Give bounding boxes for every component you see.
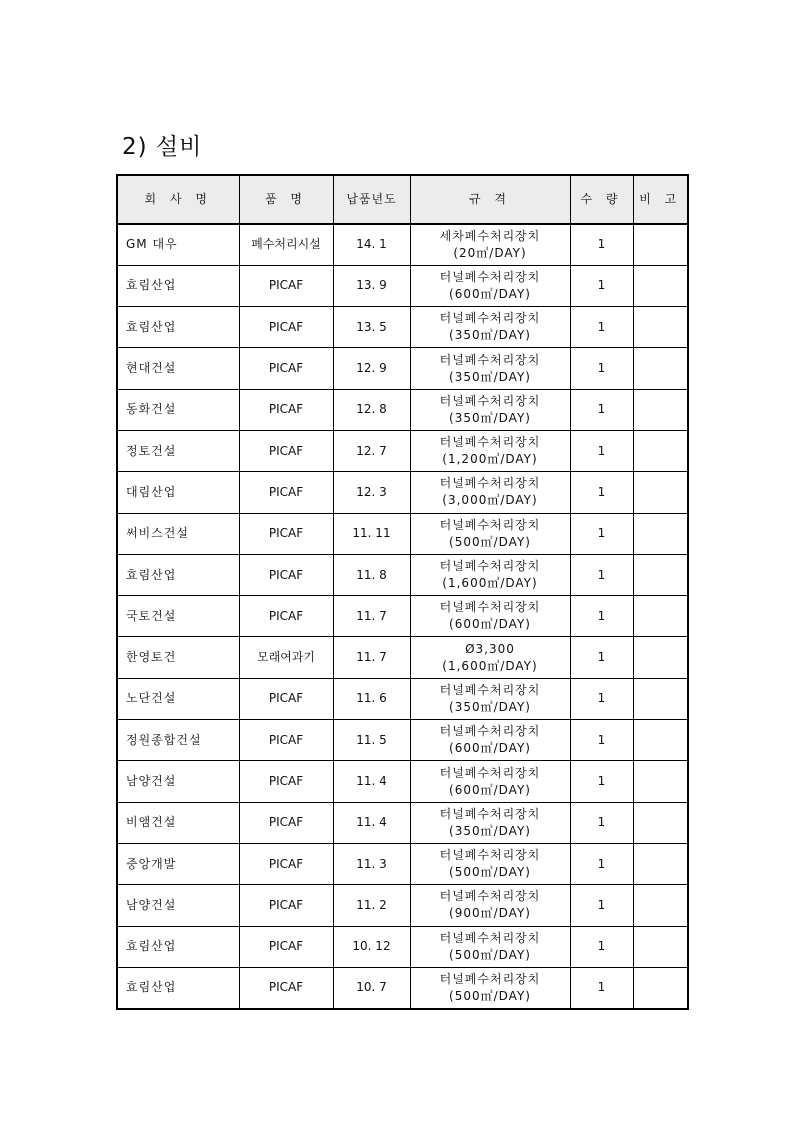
spec-line-2: (900㎥/DAY) [449, 906, 531, 921]
spec-line-1: 터널폐수처리장치 [439, 889, 541, 904]
spec-line-2: (350㎥/DAY) [449, 410, 531, 425]
cell-spec [410, 554, 570, 595]
cell-qty: 1 [570, 389, 633, 430]
cell-qty: 1 [570, 596, 633, 637]
table-row [117, 265, 688, 306]
table-row [117, 678, 688, 719]
spec-line-1: 터널폐수처리장치 [439, 806, 541, 821]
cell-company: 써비스건설 [117, 513, 239, 554]
spec-line-1: 터널폐수처리장치 [439, 600, 541, 615]
cell-year: 10. 12 [333, 926, 410, 967]
cell-year: 11. 7 [333, 596, 410, 637]
cell-product: PICAF [239, 802, 333, 843]
cell-product: PICAF [239, 389, 333, 430]
cell-company: 국토건설 [117, 596, 239, 637]
header-year: 납품년도 [333, 175, 410, 224]
cell-year: 11. 5 [333, 720, 410, 761]
cell-note [633, 348, 688, 389]
spec-line-2: (500㎥/DAY) [449, 865, 531, 880]
cell-product: PICAF [239, 926, 333, 967]
spec-line-2: (600㎥/DAY) [449, 617, 531, 632]
cell-qty: 1 [570, 926, 633, 967]
cell-company: GM 대우 [117, 224, 239, 265]
cell-product: PICAF [239, 554, 333, 595]
cell-qty: 1 [570, 885, 633, 926]
table-row [117, 596, 688, 637]
cell-product: PICAF [239, 843, 333, 884]
table-row [117, 389, 688, 430]
spec-line-2: (1,600㎥/DAY) [442, 658, 538, 673]
table-row [117, 720, 688, 761]
spec-line-2: (500㎥/DAY) [449, 988, 531, 1003]
table-row [117, 348, 688, 389]
cell-note [633, 224, 688, 265]
equipment-table [116, 174, 689, 1010]
cell-spec [410, 265, 570, 306]
table-row [117, 513, 688, 554]
cell-qty: 1 [570, 843, 633, 884]
cell-spec [410, 802, 570, 843]
cell-note [633, 885, 688, 926]
table-row [117, 926, 688, 967]
cell-product: PICAF [239, 265, 333, 306]
table-row [117, 307, 688, 348]
cell-qty: 1 [570, 265, 633, 306]
spec-line-1: 터널폐수처리장치 [439, 848, 541, 863]
cell-company: 남양건설 [117, 761, 239, 802]
spec-line-1: 터널폐수처리장치 [439, 559, 541, 574]
spec-line-1: 터널폐수처리장치 [439, 352, 541, 367]
cell-year: 11. 11 [333, 513, 410, 554]
cell-product: PICAF [239, 967, 333, 1008]
spec-line-1: 터널폐수처리장치 [439, 311, 541, 326]
table-row [117, 472, 688, 513]
cell-spec [410, 678, 570, 719]
spec-line-1: 터널폐수처리장치 [439, 765, 541, 780]
cell-company: 비앰건설 [117, 802, 239, 843]
spec-line-2: (500㎥/DAY) [449, 534, 531, 549]
cell-year: 11. 8 [333, 554, 410, 595]
cell-company: 효림산업 [117, 926, 239, 967]
cell-company: 대림산업 [117, 472, 239, 513]
table-row [117, 885, 688, 926]
cell-spec [410, 761, 570, 802]
spec-line-1: 터널폐수처리장치 [439, 971, 541, 986]
table-row [117, 554, 688, 595]
cell-year: 13. 5 [333, 307, 410, 348]
spec-line-2: (20㎥/DAY) [453, 245, 527, 260]
cell-note [633, 678, 688, 719]
spec-line-2: (600㎥/DAY) [449, 741, 531, 756]
cell-year: 11. 4 [333, 802, 410, 843]
spec-line-2: (1,600㎥/DAY) [442, 576, 538, 591]
section-title: 2) 설비 [122, 134, 203, 160]
spec-line-2: (1,200㎥/DAY) [442, 452, 538, 467]
cell-year: 11. 7 [333, 637, 410, 678]
spec-line-2: (350㎥/DAY) [449, 369, 531, 384]
cell-company: 효림산업 [117, 265, 239, 306]
spec-line-2: (3,000㎥/DAY) [442, 493, 538, 508]
cell-note [633, 554, 688, 595]
cell-company: 현대건설 [117, 348, 239, 389]
cell-qty: 1 [570, 554, 633, 595]
cell-year: 12. 8 [333, 389, 410, 430]
cell-qty: 1 [570, 802, 633, 843]
cell-qty: 1 [570, 720, 633, 761]
cell-company: 효림산업 [117, 307, 239, 348]
cell-company: 정원종합건설 [117, 720, 239, 761]
header-note: 비 고 [633, 175, 688, 224]
cell-year: 10. 7 [333, 967, 410, 1008]
cell-note [633, 513, 688, 554]
cell-company: 중앙개발 [117, 843, 239, 884]
spec-line-1: 터널폐수처리장치 [439, 930, 541, 945]
spec-line-1: 터널폐수처리장치 [439, 435, 541, 450]
spec-line-2: (350㎥/DAY) [449, 328, 531, 343]
cell-year: 12. 9 [333, 348, 410, 389]
cell-company: 동화건설 [117, 389, 239, 430]
cell-note [633, 720, 688, 761]
cell-year: 12. 7 [333, 430, 410, 471]
table-row [117, 967, 688, 1008]
spec-line-1: 세차폐수처리장치 [439, 228, 541, 243]
cell-note [633, 637, 688, 678]
table-row [117, 802, 688, 843]
cell-spec [410, 430, 570, 471]
spec-line-1: 터널폐수처리장치 [439, 724, 541, 739]
cell-company: 효림산업 [117, 967, 239, 1008]
table-header-row [117, 175, 688, 224]
cell-note [633, 307, 688, 348]
cell-year: 11. 3 [333, 843, 410, 884]
cell-year: 14. 1 [333, 224, 410, 265]
table-row [117, 843, 688, 884]
cell-spec [410, 720, 570, 761]
cell-product: 폐수처리시설 [239, 224, 333, 265]
spec-line-1: 터널폐수처리장치 [439, 682, 541, 697]
spec-line-2: (600㎥/DAY) [449, 782, 531, 797]
cell-note [633, 430, 688, 471]
cell-qty: 1 [570, 307, 633, 348]
cell-qty: 1 [570, 967, 633, 1008]
cell-spec [410, 926, 570, 967]
cell-spec [410, 637, 570, 678]
cell-product: PICAF [239, 885, 333, 926]
cell-note [633, 761, 688, 802]
cell-qty: 1 [570, 637, 633, 678]
cell-spec [410, 513, 570, 554]
cell-spec [410, 967, 570, 1008]
cell-note [633, 596, 688, 637]
cell-company: 한영토건 [117, 637, 239, 678]
cell-spec [410, 885, 570, 926]
spec-line-2: (350㎥/DAY) [449, 699, 531, 714]
cell-spec [410, 596, 570, 637]
cell-spec [410, 843, 570, 884]
cell-qty: 1 [570, 472, 633, 513]
cell-company: 남양건설 [117, 885, 239, 926]
cell-spec [410, 472, 570, 513]
cell-product: PICAF [239, 472, 333, 513]
cell-product: PICAF [239, 348, 333, 389]
header-spec: 규 격 [410, 175, 570, 224]
cell-qty: 1 [570, 348, 633, 389]
header-qty: 수 량 [570, 175, 633, 224]
cell-year: 11. 6 [333, 678, 410, 719]
cell-qty: 1 [570, 761, 633, 802]
spec-line-1: 터널폐수처리장치 [439, 517, 541, 532]
cell-spec [410, 389, 570, 430]
spec-line-2: (500㎥/DAY) [449, 947, 531, 962]
cell-product: PICAF [239, 430, 333, 471]
header-company: 회 사 명 [117, 175, 239, 224]
cell-company: 노단건설 [117, 678, 239, 719]
cell-product: PICAF [239, 720, 333, 761]
cell-product: 모래여과기 [239, 637, 333, 678]
cell-spec [410, 224, 570, 265]
cell-product: PICAF [239, 307, 333, 348]
cell-qty: 1 [570, 678, 633, 719]
cell-note [633, 802, 688, 843]
cell-qty: 1 [570, 513, 633, 554]
cell-qty: 1 [570, 224, 633, 265]
header-product: 품 명 [239, 175, 333, 224]
spec-line-1: 터널폐수처리장치 [439, 476, 541, 491]
cell-year: 12. 3 [333, 472, 410, 513]
table-row [117, 224, 688, 265]
cell-note [633, 265, 688, 306]
spec-line-1: Ø3,300 [465, 641, 515, 656]
table-row [117, 430, 688, 471]
cell-year: 13. 9 [333, 265, 410, 306]
cell-company: 정토건설 [117, 430, 239, 471]
table-row [117, 761, 688, 802]
cell-year: 11. 4 [333, 761, 410, 802]
cell-product: PICAF [239, 596, 333, 637]
cell-note [633, 472, 688, 513]
spec-line-1: 터널폐수처리장치 [439, 269, 541, 284]
cell-qty: 1 [570, 430, 633, 471]
cell-product: PICAF [239, 761, 333, 802]
spec-line-2: (600㎥/DAY) [449, 286, 531, 301]
cell-spec [410, 348, 570, 389]
cell-note [633, 967, 688, 1008]
cell-note [633, 389, 688, 430]
cell-company: 효림산업 [117, 554, 239, 595]
cell-product: PICAF [239, 513, 333, 554]
cell-year: 11. 2 [333, 885, 410, 926]
cell-product: PICAF [239, 678, 333, 719]
spec-line-2: (350㎥/DAY) [449, 823, 531, 838]
cell-note [633, 926, 688, 967]
cell-note [633, 843, 688, 884]
table-row [117, 637, 688, 678]
cell-spec [410, 307, 570, 348]
spec-line-1: 터널폐수처리장치 [439, 393, 541, 408]
